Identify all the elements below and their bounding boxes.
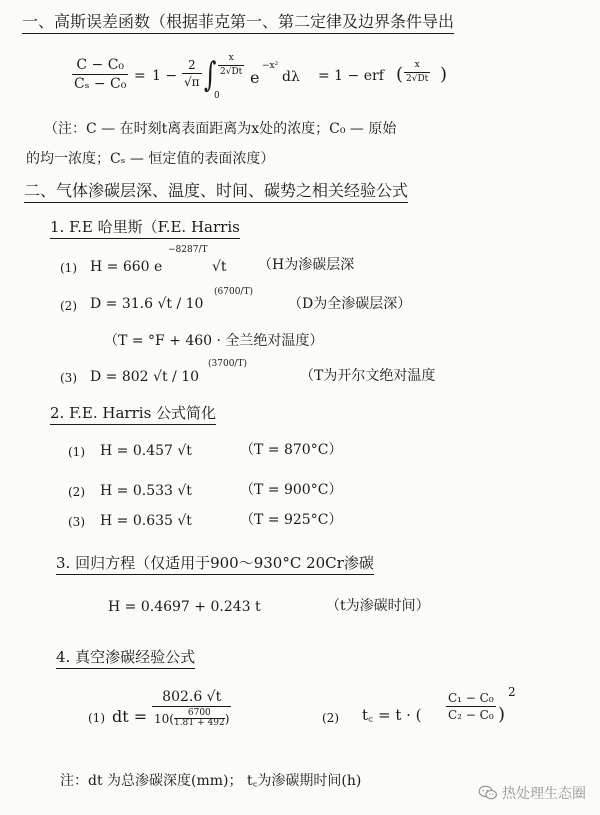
formula-erf-fraction: x 2√Dt [406,60,429,84]
formula-eq2: = 1 − erf [318,68,384,84]
sub4-f2-fraction: C₁ − C₀ C₂ − C₀ [448,691,494,722]
sub4-f2-power: 2 [508,685,516,699]
sub2-row1-index: (1) [68,445,85,459]
sub4-title: 4. 真空渗碳经验公式 [56,650,195,665]
integral-lower-limit: 0 [214,91,220,101]
sub1-f1-equation: H = 660 e [90,259,163,275]
footnote: 注：dt 为总渗碳深度(mm)； t꜀为渗碳期时间(h) [60,773,362,789]
sub1-f3-superscript: (3700/T) [208,359,247,369]
sub3-equation: H = 0.4697 + 0.243 t [108,599,261,615]
sub1-f3-note: （T为开尔文绝对温度 [300,368,436,384]
wechat-icon [478,785,498,801]
sub1-f2-subnote: （T = °F + 460 · 全兰绝对温度） [104,333,324,349]
sub1-f2-note: （D为全渗碳层深） [288,296,412,312]
sub2-row2-temp: （T = 900°C） [240,482,343,498]
formula-coef-fraction: 2 √π [184,58,200,89]
sub4-f2-lhs: t꜀ = t · ( [362,706,422,724]
sub2-title: 2. F.E. Harris 公式简化 [50,406,216,421]
sub2-row2-index: (2) [68,485,85,499]
sub2-row3-index: (3) [68,515,85,529]
section1-note-line1: （注：C — 在时刻t离表面距离为x处的浓度；C₀ — 原始 [44,121,397,137]
formula-exp-base: e [250,68,260,87]
sub4-f1-index: (1) [88,711,105,725]
sub1-f3-equation: D = 802 √t / 10 [90,369,200,385]
formula-erf-open: ( [396,64,404,85]
formula-one-minus: 1 − [152,68,178,84]
section1-title: 一、高斯误差函数（根据菲克第一、第二定律及边界条件导出 [22,14,454,30]
sub4-f1-lhs: dt = [112,707,148,726]
sub2-row1-equation: H = 0.457 √t [100,443,192,459]
formula-dx: dλ [282,69,300,85]
sub3-title: 3. 回归方程（仅适用于900～930°C 20Cr渗碳 [56,556,374,571]
sub2-row2-equation: H = 0.533 √t [100,483,192,499]
sub1-f2-index: (2) [60,299,77,313]
sub2-row1-temp: （T = 870°C） [240,442,343,458]
sub1-f1-index: (1) [60,261,77,275]
sub3-note: （t为渗碳时间） [326,598,430,614]
sub4-f1-fraction: 802.6 √t 10( 6700 1.8T + 492 ) [154,689,230,728]
watermark-text: 热处理生态圈 [502,786,586,802]
sub1-f2-superscript: (6700/T) [214,287,253,297]
formula-lhs-fraction: C − C₀ Cₛ − C₀ [74,57,127,92]
sub2-row3-temp: （T = 925°C） [240,512,343,528]
integral-sign: ∫ [204,55,217,95]
sub1-f2-equation: D = 31.6 √t / 10 [90,296,204,312]
section1-note-line2: 的均一浓度；Cₛ — 恒定值的表面浓度） [26,151,275,167]
formula-exp-power: −x² [262,61,279,71]
formula-erf-close: ) [440,64,448,85]
sub1-f1-superscript: −8287/T [168,245,208,255]
sub2-row3-equation: H = 0.635 √t [100,513,192,529]
sub4-f2-close: ) [498,704,506,725]
integral-upper-limit: x 2√Dt [220,53,243,77]
watermark [478,783,586,803]
sub1-title: 1. F.E 哈里斯（F.E. Harris [50,220,240,235]
sub4-f2-index: (2) [322,711,339,725]
section2-title: 二、气体渗碳层深、温度、时间、碳势之相关经验公式 [24,183,408,199]
sub1-f1-tail: √t [212,259,227,275]
sub1-f1-note: （H为渗碳层深 [258,257,355,273]
sub1-f3-index: (3) [60,371,77,385]
formula-eq1: = [134,68,146,84]
